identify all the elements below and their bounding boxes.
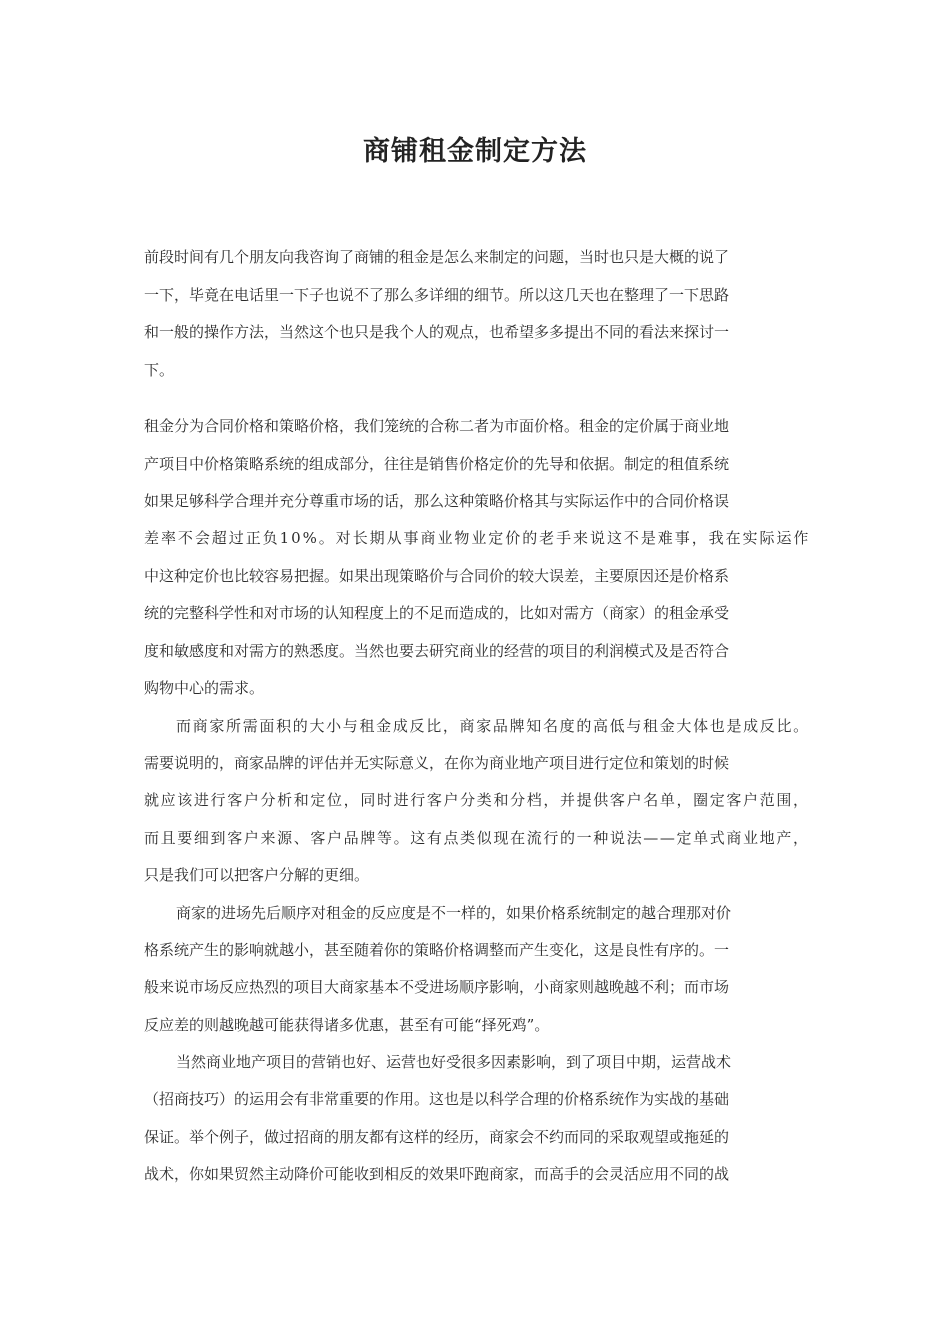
body-text-line: 当然商业地产项目的营销也好、运营也好受很多因素影响，到了项目中期，运营战术 [176,1053,732,1071]
body-text-line: 需要说明的，商家品牌的评估并无实际意义，在你为商业地产项目进行定位和策划的时候 [144,754,730,772]
body-text-line: 战术，你如果贸然主动降价可能收到相反的效果吓跑商家，而高手的会灵活应用不同的战 [144,1165,730,1183]
body-text-line: 保证。举个例子，做过招商的朋友都有这样的经历，商家会不约而同的采取观望或拖延的 [144,1128,730,1146]
body-text-line: 而且要细到客户来源、客户品牌等。这有点类似现在流行的一种说法——定单式商业地产， [144,829,810,847]
body-text-line: 租金分为合同价格和策略价格，我们笼统的合称二者为市面价格。租金的定价属于商业地 [144,417,730,435]
body-text-line: 和一般的操作方法，当然这个也只是我个人的观点，也希望多多提出不同的看法来探讨一 [144,323,730,341]
body-text-line: 格系统产生的影响就越小，甚至随着你的策略价格调整而产生变化，这是良性有序的。一 [144,941,730,959]
document-title: 商铺租金制定方法 [363,136,587,167]
body-text-line: 商家的进场先后顺序对租金的反应度是不一样的，如果价格系统制定的越合理那对价 [176,904,732,922]
body-text-line: 产项目中价格策略系统的组成部分，往往是销售价格定价的先导和依据。制定的租值系统 [144,455,730,473]
body-text-line: 前段时间有几个朋友向我咨询了商铺的租金是怎么来制定的问题，当时也只是大概的说了 [144,248,730,266]
body-text-line: 度和敏感度和对需方的熟悉度。当然也要去研究商业的经营的项目的利润模式及是否符合 [144,642,730,660]
body-text-line: 般来说市场反应热烈的项目大商家基本不受进场顺序影响，小商家则越晚越不利；而市场 [144,978,730,996]
body-text-line: 下。 [144,361,175,379]
body-text-line: 只是我们可以把客户分解的更细。 [144,866,370,884]
body-text-line: （招商技巧）的运用会有非常重要的作用。这也是以科学合理的价格系统作为实战的基础 [144,1090,730,1108]
body-text-line: 中这种定价也比较容易把握。如果出现策略价与合同价的较大误差，主要原因还是价格系 [144,567,730,585]
body-text-line: 反应差的则越晚越可能获得诸多优惠，甚至有可能“择死鸡”。 [144,1016,550,1034]
body-text-line: 差率不会超过正负10%。对长期从事商业物业定价的老手来说这不是难事，我在实际运作 [144,529,811,547]
body-text-line: 购物中心的需求。 [144,679,265,697]
body-text-line: 而商家所需面积的大小与租金成反比，商家品牌知名度的高低与租金大体也是成反比。 [176,717,810,735]
body-text-line: 如果足够科学合理并充分尊重市场的话，那么这种策略价格其与实际运作中的合同价格误 [144,492,730,510]
body-text-line: 统的完整科学性和对市场的认知程度上的不足而造成的，比如对需方（商家）的租金承受 [144,604,730,622]
body-text-line: 一下，毕竟在电话里一下子也说不了那么多详细的细节。所以这几天也在整理了一下思路 [144,286,730,304]
body-text-line: 就应该进行客户分析和定位，同时进行客户分类和分档，并提供客户名单，圈定客户范围， [144,791,810,809]
